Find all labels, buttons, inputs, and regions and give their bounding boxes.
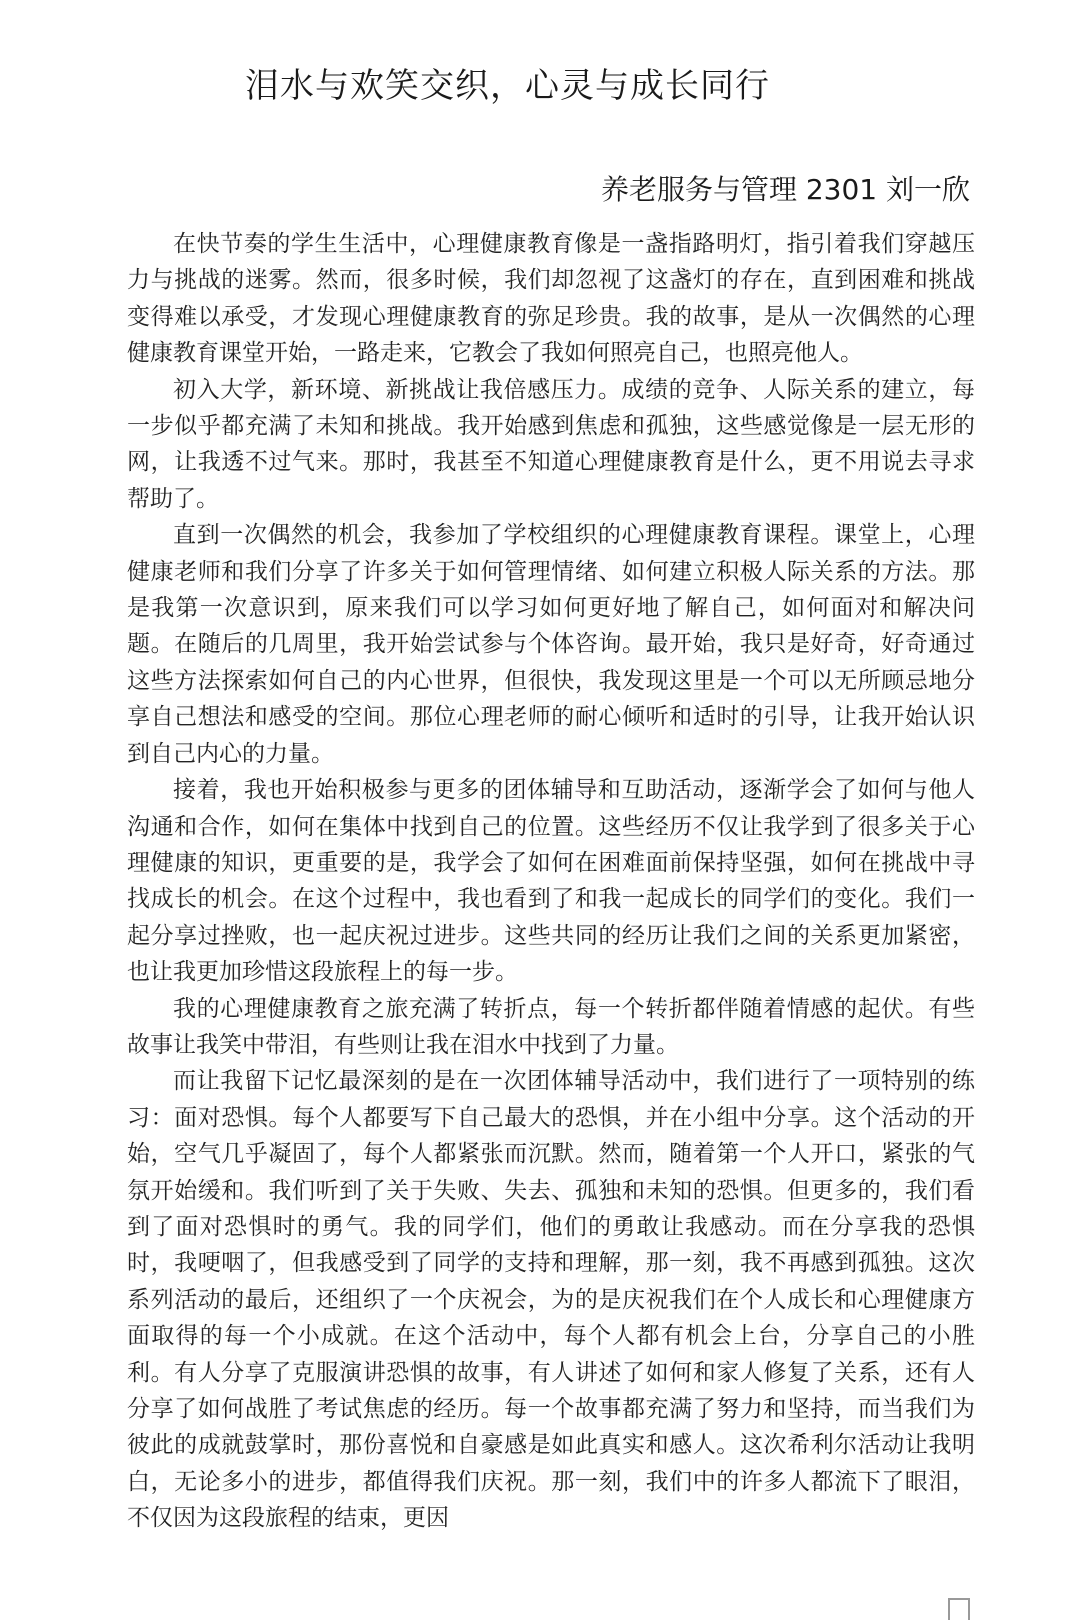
paragraph: 而让我留下记忆最深刻的是在一次团体辅导活动中，我们进行了一项特别的练习：面对恐惧。每个人都要写下自己最大的恐惧，并在小组中分享。这个活动的开始，空气几乎凝固了，每个人都紧张而沉默。然而，随着第一个人开口，紧张的气氛开始缓和。我们听到了关于失败、失去、孤独和未知的恐惧。但更多的，我们看到了面对恐惧时的勇气。我的同学们，他们的勇敢让我感动。而在分享我的恐惧时，我哽咽了，但我感受到了同学的支持和理解，那一刻，我不再感到孤独。这次系列活动的最后，还组织了一个庆祝会，为的是庆祝我们在个人成长和心理健康方面取得的每一个小成就。在这个活动中，每个人都有机会上台，分享自己的小胜利。有人分享了克服演讲恐惧的故事，有人讲述了如何和家人修复了关系，还有人分享了如何战胜了考试焦虑的经历。每一个故事都充满了努力和坚持，而当我们为彼此的成就鼓掌时，那份喜悦和自豪感是如此真实和感人。这次希利尔活动让我明白，无论多小的进步，都值得我们庆祝。那一刻，我们中的许多人都流下了眼泪，不仅因为这段旅程的结束，更因 xyxy=(127,1068,975,1532)
paragraph: 在快节奏的学生生活中，心理健康教育像是一盏指路明灯，指引着我们穿越压力与挑战的迷雾。然而，很多时候，我们却忽视了这盏灯的存在，直到困难和挑战变得难以承受，才发现心理健康教育的弥足珍贵。我的故事，是从一次偶然的心理健康教育课堂开始，一路走来，它教会了我如何照亮自己，也照亮他人。 xyxy=(127,231,975,367)
paragraph: 直到一次偶然的机会，我参加了学校组织的心理健康教育课程。课堂上，心理健康老师和我们分享了许多关于如何管理情绪、如何建立积极人际关系的方法。那是我第一次意识到，原来我们可以学习如何更好地了解自己，如何面对和解决问题。在随后的几周里，我开始尝试参与个体咨询。最开始，我只是好奇，好奇通过这些方法探索如何自己的内心世界，但很快，我发现这里是一个可以无所顾忌地分享自己想法和感受的空间。那位心理老师的耐心倾听和适时的引导，让我开始认识到自己内心的力量。 xyxy=(127,522,975,767)
page-corner-marker xyxy=(948,1598,970,1620)
paragraph: 初入大学，新环境、新挑战让我倍感压力。成绩的竞争、人际关系的建立，每一步似乎都充满了未知和挑战。我开始感到焦虑和孤独，这些感觉像是一层无形的网，让我透不过气来。那时，我甚至不知道心理健康教育是什么，更不用说去寻求帮助了。 xyxy=(127,376,975,512)
paragraph: 我的心理健康教育之旅充满了转折点，每一个转折都伴随着情感的起伏。有些故事让我笑中带泪，有些则让我在泪水中找到了力量。 xyxy=(127,995,975,1058)
author-line: 养老服务与管理 2301 刘一欣 xyxy=(600,173,970,206)
paragraph: 接着，我也开始积极参与更多的团体辅导和互助活动，逐渐学会了如何与他人沟通和合作，如何在集体中找到自己的位置。这些经历不仅让我学到了很多关于心理健康的知识，更重要的是，我学会了如何在困难面前保持坚强，如何在挑战中寻找成长的机会。在这个过程中，我也看到了和我一起成长的同学们的变化。我们一起分享过挫败，也一起庆祝过进步。这些共同的经历让我们之间的关系更加紧密，也让我更加珍惜这段旅程上的每一步。 xyxy=(127,777,975,986)
document-title: 泪水与欢笑交织，心灵与成长同行 xyxy=(245,66,770,106)
document-body xyxy=(127,226,975,1537)
